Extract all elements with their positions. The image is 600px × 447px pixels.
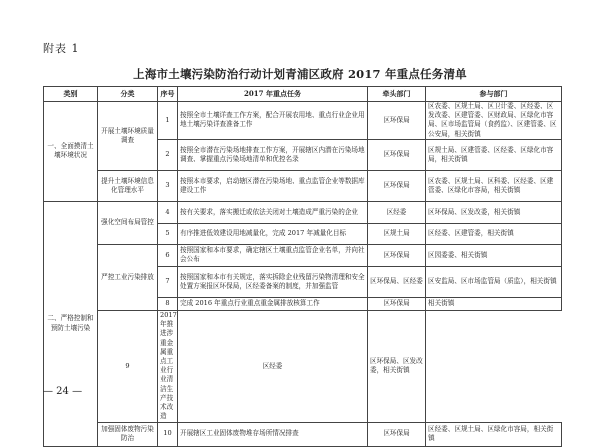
task-cell: 按有关要求，落实搬迁或依法关闭对土壤造成严重污染的企业: [178, 201, 368, 223]
partner-depts-cell: 区园委委、相关街镇: [426, 244, 562, 266]
subcategory-cell: 严控工业污染排放: [98, 244, 158, 310]
subcategory-cell: 强化空间布局管控: [98, 201, 158, 244]
table-row: [44, 422, 562, 446]
table-row: [44, 201, 562, 223]
task-cell: 2017 年推进涉重金属重点工业行业清洁生产技术改造: [158, 310, 178, 422]
task-cell: 有序推进低效建设用地减量化，完成 2017 年减量化目标: [178, 223, 368, 244]
row-number: 7: [158, 266, 178, 297]
row-number: 6: [158, 244, 178, 266]
lead-dept-cell: 区环保局: [368, 297, 426, 310]
partner-depts-cell: 区农委、区规土局、区卫计委、区经委、区发改委、区建管委、区财政局、区绿化市容局、区市场监管局（食药监）、区建管委、区公安局，相关街镇: [426, 102, 562, 140]
header-lead-dept: 牵头部门: [368, 87, 426, 102]
row-number: 2: [158, 139, 178, 170]
lead-dept-cell: 区环保局: [368, 139, 426, 170]
task-cell: 完成 2016 年重点行业重点重金属排放核算工作: [178, 297, 368, 310]
table-row: [44, 102, 562, 140]
row-number: 3: [158, 170, 178, 201]
header-category: 类别: [44, 87, 98, 102]
lead-dept-cell: 区环保局: [368, 170, 426, 201]
lead-dept-cell: 区环保局: [368, 102, 426, 140]
category-cell: 二、严格控制和预防土壤污染: [44, 201, 98, 446]
partner-depts-cell: 区经委、区规土局、区绿化市容局，相关街镇: [426, 422, 562, 446]
document-title: 上海市土壤污染防治行动计划青浦区政府 2017 年重点任务清单: [133, 67, 467, 81]
row-number: 10: [158, 422, 178, 446]
subcategory-cell: 开展土壤环境质量调查: [98, 102, 158, 171]
category-cell: 一、全面摸清土壤环境状况: [44, 102, 98, 202]
task-cell: 开展辖区工业固体废物堆存场所情况排查: [178, 422, 368, 446]
partner-depts-cell: 区经委、区建管委，相关街镇: [426, 223, 562, 244]
row-number: 4: [158, 201, 178, 223]
table-row: [44, 244, 562, 266]
lead-dept-cell: 区环保局、区经委: [368, 266, 426, 297]
task-cell: 按照国家和本市有关规定，落实拆除企业残留污染物清理和安全处置方案报区环保局，区经委备案的制度，并加强监管: [178, 266, 368, 297]
row-number: 5: [158, 223, 178, 244]
partner-depts-cell: 区农委、区规土局、区科委、区经委、区建管委、区绿化市容局，相关街镇: [426, 170, 562, 201]
header-partner-depts: 参与部门: [426, 87, 562, 102]
task-cell: 按照本市要求，启动辖区潜在污染场地、重点监管企业等数据库建设工作: [178, 170, 368, 201]
lead-dept-cell: 区环保局: [368, 422, 426, 446]
task-cell: 按照全市潜在污染场地排查工作方案，开展辖区内潜在污染场地调查、掌握重点污染场地清单和优控名录: [178, 139, 368, 170]
partner-depts-cell: 相关街镇: [426, 297, 562, 310]
header-task: 2017 年重点任务: [178, 87, 368, 102]
table-header-row: [44, 87, 562, 102]
partner-depts-cell: 区规土局、区建管委、区经委、区绿化市容局，相关街镇: [426, 139, 562, 170]
subcategory-cell: 加强固体废物污染防治: [98, 422, 158, 446]
partner-depts-cell: 区环保局、区发改委，相关街镇: [368, 310, 426, 422]
partner-depts-cell: 区环保局、区发改委，相关街镇: [426, 201, 562, 223]
header-number: 序号: [158, 87, 178, 102]
appendix-label: 附表 1: [43, 42, 80, 55]
table-row: [44, 310, 562, 422]
row-number: 1: [158, 102, 178, 140]
subcategory-cell: 提升土壤环境信息化管理水平: [98, 170, 158, 201]
header-subcategory: 分类: [98, 87, 158, 102]
row-number: 9: [98, 310, 158, 422]
lead-dept-cell: 区环保局: [368, 244, 426, 266]
task-cell: 按照国家和本市要求，确定辖区土壤重点监管企业名单，并向社会公布: [178, 244, 368, 266]
task-cell: 按照全市土壤详查工作方案，配合开展农用地、重点行业企业用地土壤污染详查准备工作: [178, 102, 368, 140]
page-number: — 24 —: [43, 386, 83, 397]
lead-dept-cell: 区经委: [368, 201, 426, 223]
table-row: [44, 170, 562, 201]
lead-dept-cell: 区经委: [178, 310, 368, 422]
row-number: 8: [158, 297, 178, 310]
partner-depts-cell: 区安监局、区市场监管局（质监），相关街镇: [426, 266, 562, 297]
task-table: [43, 86, 562, 447]
lead-dept-cell: 区规土局: [368, 223, 426, 244]
